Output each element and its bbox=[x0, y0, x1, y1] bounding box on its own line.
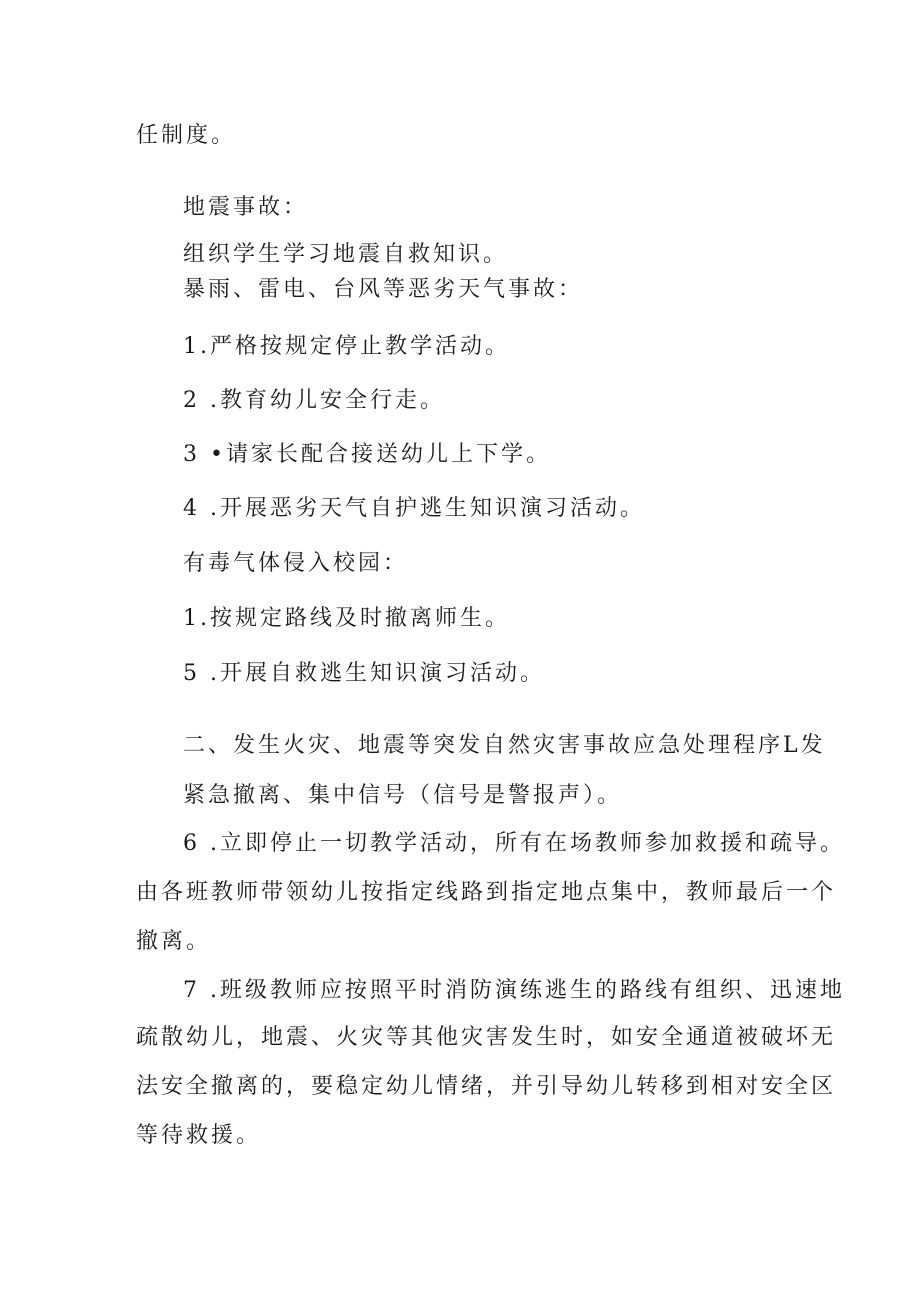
section-heading: 地震事故： bbox=[183, 195, 309, 220]
section-heading: 暴雨、雷电、台风等恶劣天气事故： bbox=[183, 277, 584, 302]
text-line: 紧急撤离、集中信号（信号是警报声）。 bbox=[183, 783, 623, 808]
text-line: 法安全撤离的，要稳定幼儿情绪，并引导幼儿转移到相对安全区 bbox=[136, 1074, 837, 1099]
list-item: 2 .教育幼儿安全行走。 bbox=[183, 388, 445, 413]
list-item: 3 •请家长配合接送幼儿上下学。 bbox=[183, 442, 551, 467]
section-heading: 二、发生火灾、地震等突发自然灾害事故应急处理程序L发 bbox=[183, 733, 826, 758]
text-line: 任制度。 bbox=[136, 123, 237, 148]
list-item: 7 .班级教师应按照平时消防演练逃生的路线有组织、迅速地 bbox=[183, 978, 845, 1003]
list-item: 4 .开展恶劣天气自护逃生知识演习活动。 bbox=[183, 496, 645, 521]
text-line: 由各班教师带领幼儿按指定线路到指定地点集中，教师最后一个 bbox=[136, 880, 837, 905]
text-line: 疏散幼儿，地震、火灾等其他灾害发生时，如安全通道被破坏无 bbox=[136, 1025, 837, 1050]
text-line: 等待救援。 bbox=[136, 1123, 262, 1148]
list-item: 5 .开展自救逃生知识演习活动。 bbox=[183, 661, 545, 686]
text-line: 组织学生学习地震自救知识。 bbox=[183, 242, 509, 267]
list-item: 1.按规定路线及时撤离师生。 bbox=[183, 606, 510, 631]
section-heading: 有毒气体侵入校园： bbox=[183, 551, 409, 576]
list-item: 6 .立即停止一切教学活动，所有在场教师参加救援和疏导。 bbox=[183, 831, 845, 856]
text-line: 撤离。 bbox=[136, 929, 212, 954]
list-item: 1.严格按规定停止教学活动。 bbox=[183, 334, 510, 359]
